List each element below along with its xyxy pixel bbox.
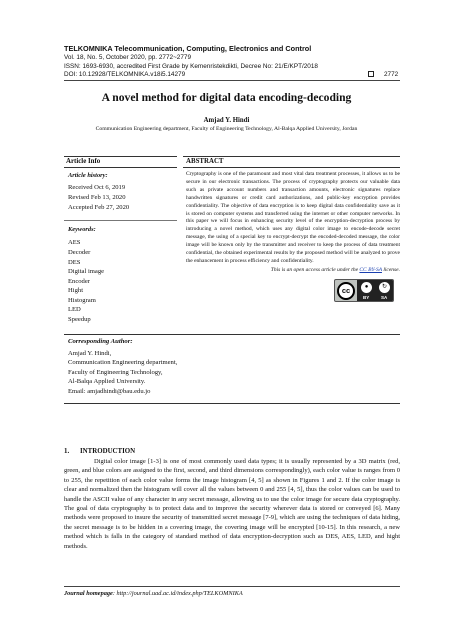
footer-url[interactable]: : http://journal.uad.ac.id/index.php/TELKOMNIKA xyxy=(112,590,243,597)
license-suffix: license. xyxy=(381,267,400,273)
abstract-bottom-rule xyxy=(183,167,400,168)
cc-by-label: BY xyxy=(363,295,370,300)
keyword-item: Digital image xyxy=(68,268,105,275)
abstract-top-rule xyxy=(183,156,400,157)
attribution-icon: ● xyxy=(361,282,372,293)
keyword-item: Histogram xyxy=(68,297,96,304)
page-number: 2772 xyxy=(384,71,399,78)
author-affiliation: Communication Engineering department, Faculty of Engineering Technology, Al-Balqa Applied University, Jordan xyxy=(95,126,358,132)
abstract-heading: ABSTRACT xyxy=(186,158,224,165)
history-heading: Article history: xyxy=(68,172,108,179)
corresponding-heading: Corresponding Author: xyxy=(68,338,133,345)
footer-divider xyxy=(64,586,400,587)
history-accepted: Accepted Feb 27, 2020 xyxy=(68,204,130,211)
keyword-item: AES xyxy=(68,239,81,246)
header-divider xyxy=(64,80,400,81)
page-box-icon xyxy=(368,71,374,77)
doi-line: DOI: 10.12928/TELKOMNIKA.v18i5.14279 xyxy=(64,71,186,78)
keywords-heading: Keywords: xyxy=(68,226,96,233)
introduction-heading xyxy=(64,448,135,455)
introduction-number: 1. xyxy=(64,448,70,455)
keyword-item: Encoder xyxy=(68,278,90,285)
corresponding-line: Faculty of Engineering Technology, xyxy=(68,369,163,376)
history-revised: Revised Feb 13, 2020 xyxy=(68,194,126,201)
corresponding-top-rule xyxy=(64,334,400,335)
issn-line: ISSN: 1693-6930, accredited First Grade by Kemenristekdikti, Decree No: 21/E/KPT/2018 xyxy=(64,63,318,70)
keyword-item: Decoder xyxy=(68,249,91,256)
article-info-heading: Article Info xyxy=(66,158,101,165)
corresponding-line: Amjad Y. Hindi, xyxy=(68,350,112,357)
corresponding-bottom-rule xyxy=(64,403,400,404)
cc-badge-strip xyxy=(357,280,394,302)
article-info-top-rule xyxy=(64,156,177,157)
share-alike-icon: ↻ xyxy=(379,282,390,293)
history-divider xyxy=(64,220,177,221)
introduction-text: Digital color image [1-3] is one of most commonly used data types; it is usually represented by a 3D matrix (red, green, and blue colors are assigned to the first, second, and third dimensions correspondingly), each color value is ranges from 0 to 255, the repetition of each color value forms the image histogram [4, 5] as shown in Figures 1 and 2. If the color image is clear and normalized then the histogram will cover all the values between 0 and 255 [4, 5], thus the color values can be used to handle the ASCII value of any character in any secret message, allowing us to use the color image for secure data cryptography. The goal of data cryptography is to protect data and to improve the security wherever data is stored or conveyed [6]. Many methods were proposed to insure the security of transmitted secret message [7-9], which are using the techniques of data hiding, the secret message is to be hidden in a covering image, the covering image will be encrypted [10-15]. In this research, a new method which is falls in the category of standard method of data encryption-decryption such as DES, AES, LED, and hight methods. xyxy=(64,458,400,550)
cc-by-sa-badge[interactable] xyxy=(334,279,394,302)
keyword-item: DES xyxy=(68,259,81,266)
introduction-title: INTRODUCTION xyxy=(80,448,136,455)
abstract-text: Cryptography is one of the paramount and most vital data treatment processes, it allows us to be secure in our electronic transactions. The process of cryptography protects our valuable data such as private account numbers and transaction amounts, electronic signatures replace handwritten signatures or credit card authorizations, and public-key encryption provides confidentiality. The objective of data encryption is to keep digital data confidentiality save as it is stored on computer systems and transferred using the internet or other computer networks. In this paper we will focus in enhancing security level of the encryption-decryption process by introducing a novel method, which uses any digital color image to encode-decode secret message, the using of a special key to encrypt-decrypt the encoded-decoded message, the color image will be known only by the transmitter and receiver to keep the process of data treatment confidential, the obtained experimental results by the proposed method will be analyzed to prove the enhancement in process efficiency and confidentiality. xyxy=(186,171,400,264)
license-statement xyxy=(271,267,400,273)
author-name: Amjad Y. Hindi xyxy=(203,117,250,124)
journal-name: TELKOMNIKA Telecommunication, Computing, Electronics and Control xyxy=(64,44,312,53)
article-info-bottom-rule xyxy=(64,167,177,168)
keyword-item: LED xyxy=(68,306,81,313)
cc-sa-label: SA xyxy=(381,295,388,300)
cc-icon: cc xyxy=(337,282,355,300)
history-received: Received Oct 6, 2019 xyxy=(68,184,126,191)
corresponding-line: Al-Balqa Applied University. xyxy=(68,378,146,385)
license-prefix: This is an open access article under the xyxy=(270,267,360,273)
volume-line: Vol. 18, No. 5, October 2020, pp. 2772~2779 xyxy=(64,54,192,61)
license-link[interactable]: CC BY-SA xyxy=(359,267,382,273)
corresponding-email: Email: amjadhindi@bau.edu.jo xyxy=(68,388,151,395)
journal-homepage xyxy=(64,590,243,597)
corresponding-line: Communication Engineering department, xyxy=(68,359,178,366)
footer-label: Journal homepage xyxy=(64,590,113,597)
keyword-item: Hight xyxy=(68,287,84,294)
keyword-item: Speedup xyxy=(68,316,91,323)
paper-title: A novel method for digital data encoding-decoding xyxy=(101,91,352,104)
